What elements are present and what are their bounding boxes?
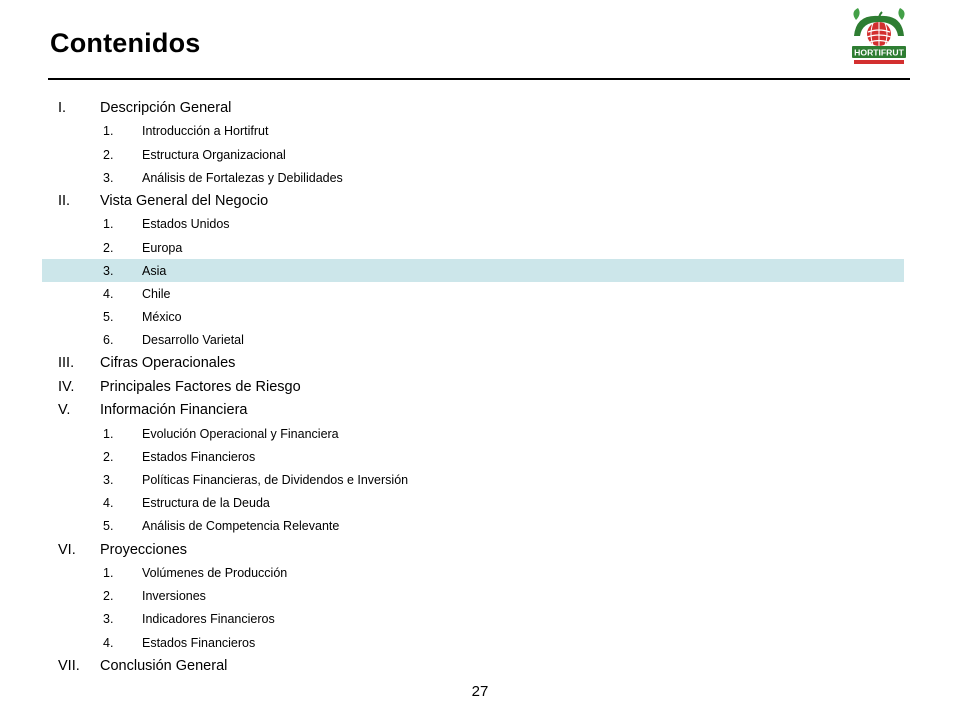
- toc-item-label: Estados Financieros: [142, 449, 256, 464]
- toc-subsection-item[interactable]: [42, 468, 904, 491]
- toc-subsection-item[interactable]: [42, 445, 904, 468]
- svg-text:HORTIFRUT: HORTIFRUT: [854, 47, 904, 58]
- toc-subsection-item[interactable]: [42, 584, 904, 607]
- toc-item-label: Análisis de Fortalezas y Debilidades: [142, 170, 343, 185]
- toc-item-number: I.: [58, 100, 67, 116]
- toc-item-number: 2.: [103, 147, 114, 162]
- toc-item-label: México: [142, 310, 182, 325]
- toc-item-label: Estados Financieros: [142, 635, 256, 650]
- toc-item-number: 1.: [103, 124, 114, 139]
- toc-subsection-item[interactable]: [42, 305, 904, 328]
- toc-item-label: Información Financiera: [100, 402, 248, 419]
- toc-item-number: 3.: [103, 473, 114, 488]
- toc-item-number: 3.: [103, 170, 114, 185]
- toc-item-number: 1.: [103, 426, 114, 441]
- toc-item-number: 1.: [103, 565, 114, 580]
- toc-item-label: Principales Factores de Riesgo: [100, 378, 301, 395]
- page-number: 27: [471, 683, 489, 700]
- toc-item-label: Proyecciones: [100, 541, 188, 558]
- hortifrut-logo: [848, 6, 910, 72]
- toc-item-label: Volúmenes de Producción: [142, 565, 288, 580]
- toc-item-number: VII.: [58, 657, 80, 674]
- toc-item-number: 2.: [103, 589, 114, 604]
- toc-item-number: 2.: [103, 240, 114, 255]
- toc-subsection-item[interactable]: [42, 491, 904, 514]
- toc-section-item[interactable]: [42, 654, 904, 677]
- table-of-contents: [42, 96, 904, 677]
- toc-subsection-item[interactable]: [42, 143, 904, 166]
- toc-item-label: Estructura de la Deuda: [142, 496, 270, 511]
- toc-subsection-item[interactable]: [42, 166, 904, 189]
- toc-subsection-item[interactable]: [42, 259, 904, 282]
- toc-item-number: 3.: [103, 263, 114, 278]
- toc-section-item[interactable]: [42, 96, 904, 119]
- toc-item-number: VI.: [58, 541, 76, 558]
- toc-item-number: III.: [58, 355, 75, 372]
- toc-item-label: Desarrollo Varietal: [142, 333, 244, 348]
- toc-subsection-item[interactable]: [42, 212, 904, 235]
- toc-item-label: Evolución Operacional y Financiera: [142, 426, 339, 441]
- toc-section-item[interactable]: [42, 189, 904, 212]
- toc-subsection-item[interactable]: [42, 514, 904, 537]
- toc-item-number: 4.: [103, 286, 114, 301]
- hortifrut-logo-graphic: [848, 6, 910, 72]
- toc-item-label: Vista General del Negocio: [100, 192, 269, 209]
- toc-section-item[interactable]: [42, 398, 904, 421]
- toc-item-label: Cifras Operacionales: [100, 355, 236, 372]
- toc-subsection-item[interactable]: [42, 631, 904, 654]
- toc-item-number: 4.: [103, 496, 114, 511]
- toc-item-number: 6.: [103, 333, 114, 348]
- toc-item-number: IV.: [58, 378, 75, 395]
- toc-item-label: Descripción General: [100, 100, 232, 116]
- toc-item-number: 4.: [103, 635, 114, 650]
- toc-subsection-item[interactable]: [42, 282, 904, 305]
- toc-section-item[interactable]: [42, 375, 904, 398]
- toc-subsection-item[interactable]: [42, 422, 904, 445]
- toc-item-number: V.: [58, 402, 71, 419]
- toc-item-label: Asia: [142, 263, 167, 278]
- toc-item-label: Chile: [142, 286, 171, 301]
- toc-item-number: 5.: [103, 310, 114, 325]
- toc-item-label: Estructura Organizacional: [142, 147, 286, 162]
- toc-subsection-item[interactable]: [42, 236, 904, 259]
- toc-subsection-item[interactable]: [42, 119, 904, 142]
- toc-item-label: Introducción a Hortifrut: [142, 124, 269, 139]
- toc-section-item[interactable]: [42, 351, 904, 374]
- toc-item-label: Políticas Financieras, de Dividendos e Inversión: [142, 473, 409, 488]
- toc-item-label: Europa: [142, 240, 183, 255]
- toc-subsection-item[interactable]: [42, 328, 904, 351]
- toc-section-item[interactable]: [42, 538, 904, 561]
- toc-item-number: 3.: [103, 612, 114, 627]
- toc-item-label: Estados Unidos: [142, 217, 230, 232]
- toc-item-number: 5.: [103, 519, 114, 534]
- toc-item-number: 2.: [103, 449, 114, 464]
- toc-item-label: Análisis de Competencia Relevante: [142, 519, 340, 534]
- toc-item-number: II.: [58, 192, 71, 209]
- toc-item-label: Inversiones: [142, 589, 206, 604]
- toc-subsection-item[interactable]: [42, 561, 904, 584]
- title-divider: [48, 78, 910, 80]
- page-title: Contenidos: [50, 28, 201, 58]
- toc-subsection-item[interactable]: [42, 607, 904, 630]
- toc-item-label: Indicadores Financieros: [142, 612, 275, 627]
- toc-item-label: Conclusión General: [100, 657, 228, 674]
- toc-item-number: 1.: [103, 217, 114, 232]
